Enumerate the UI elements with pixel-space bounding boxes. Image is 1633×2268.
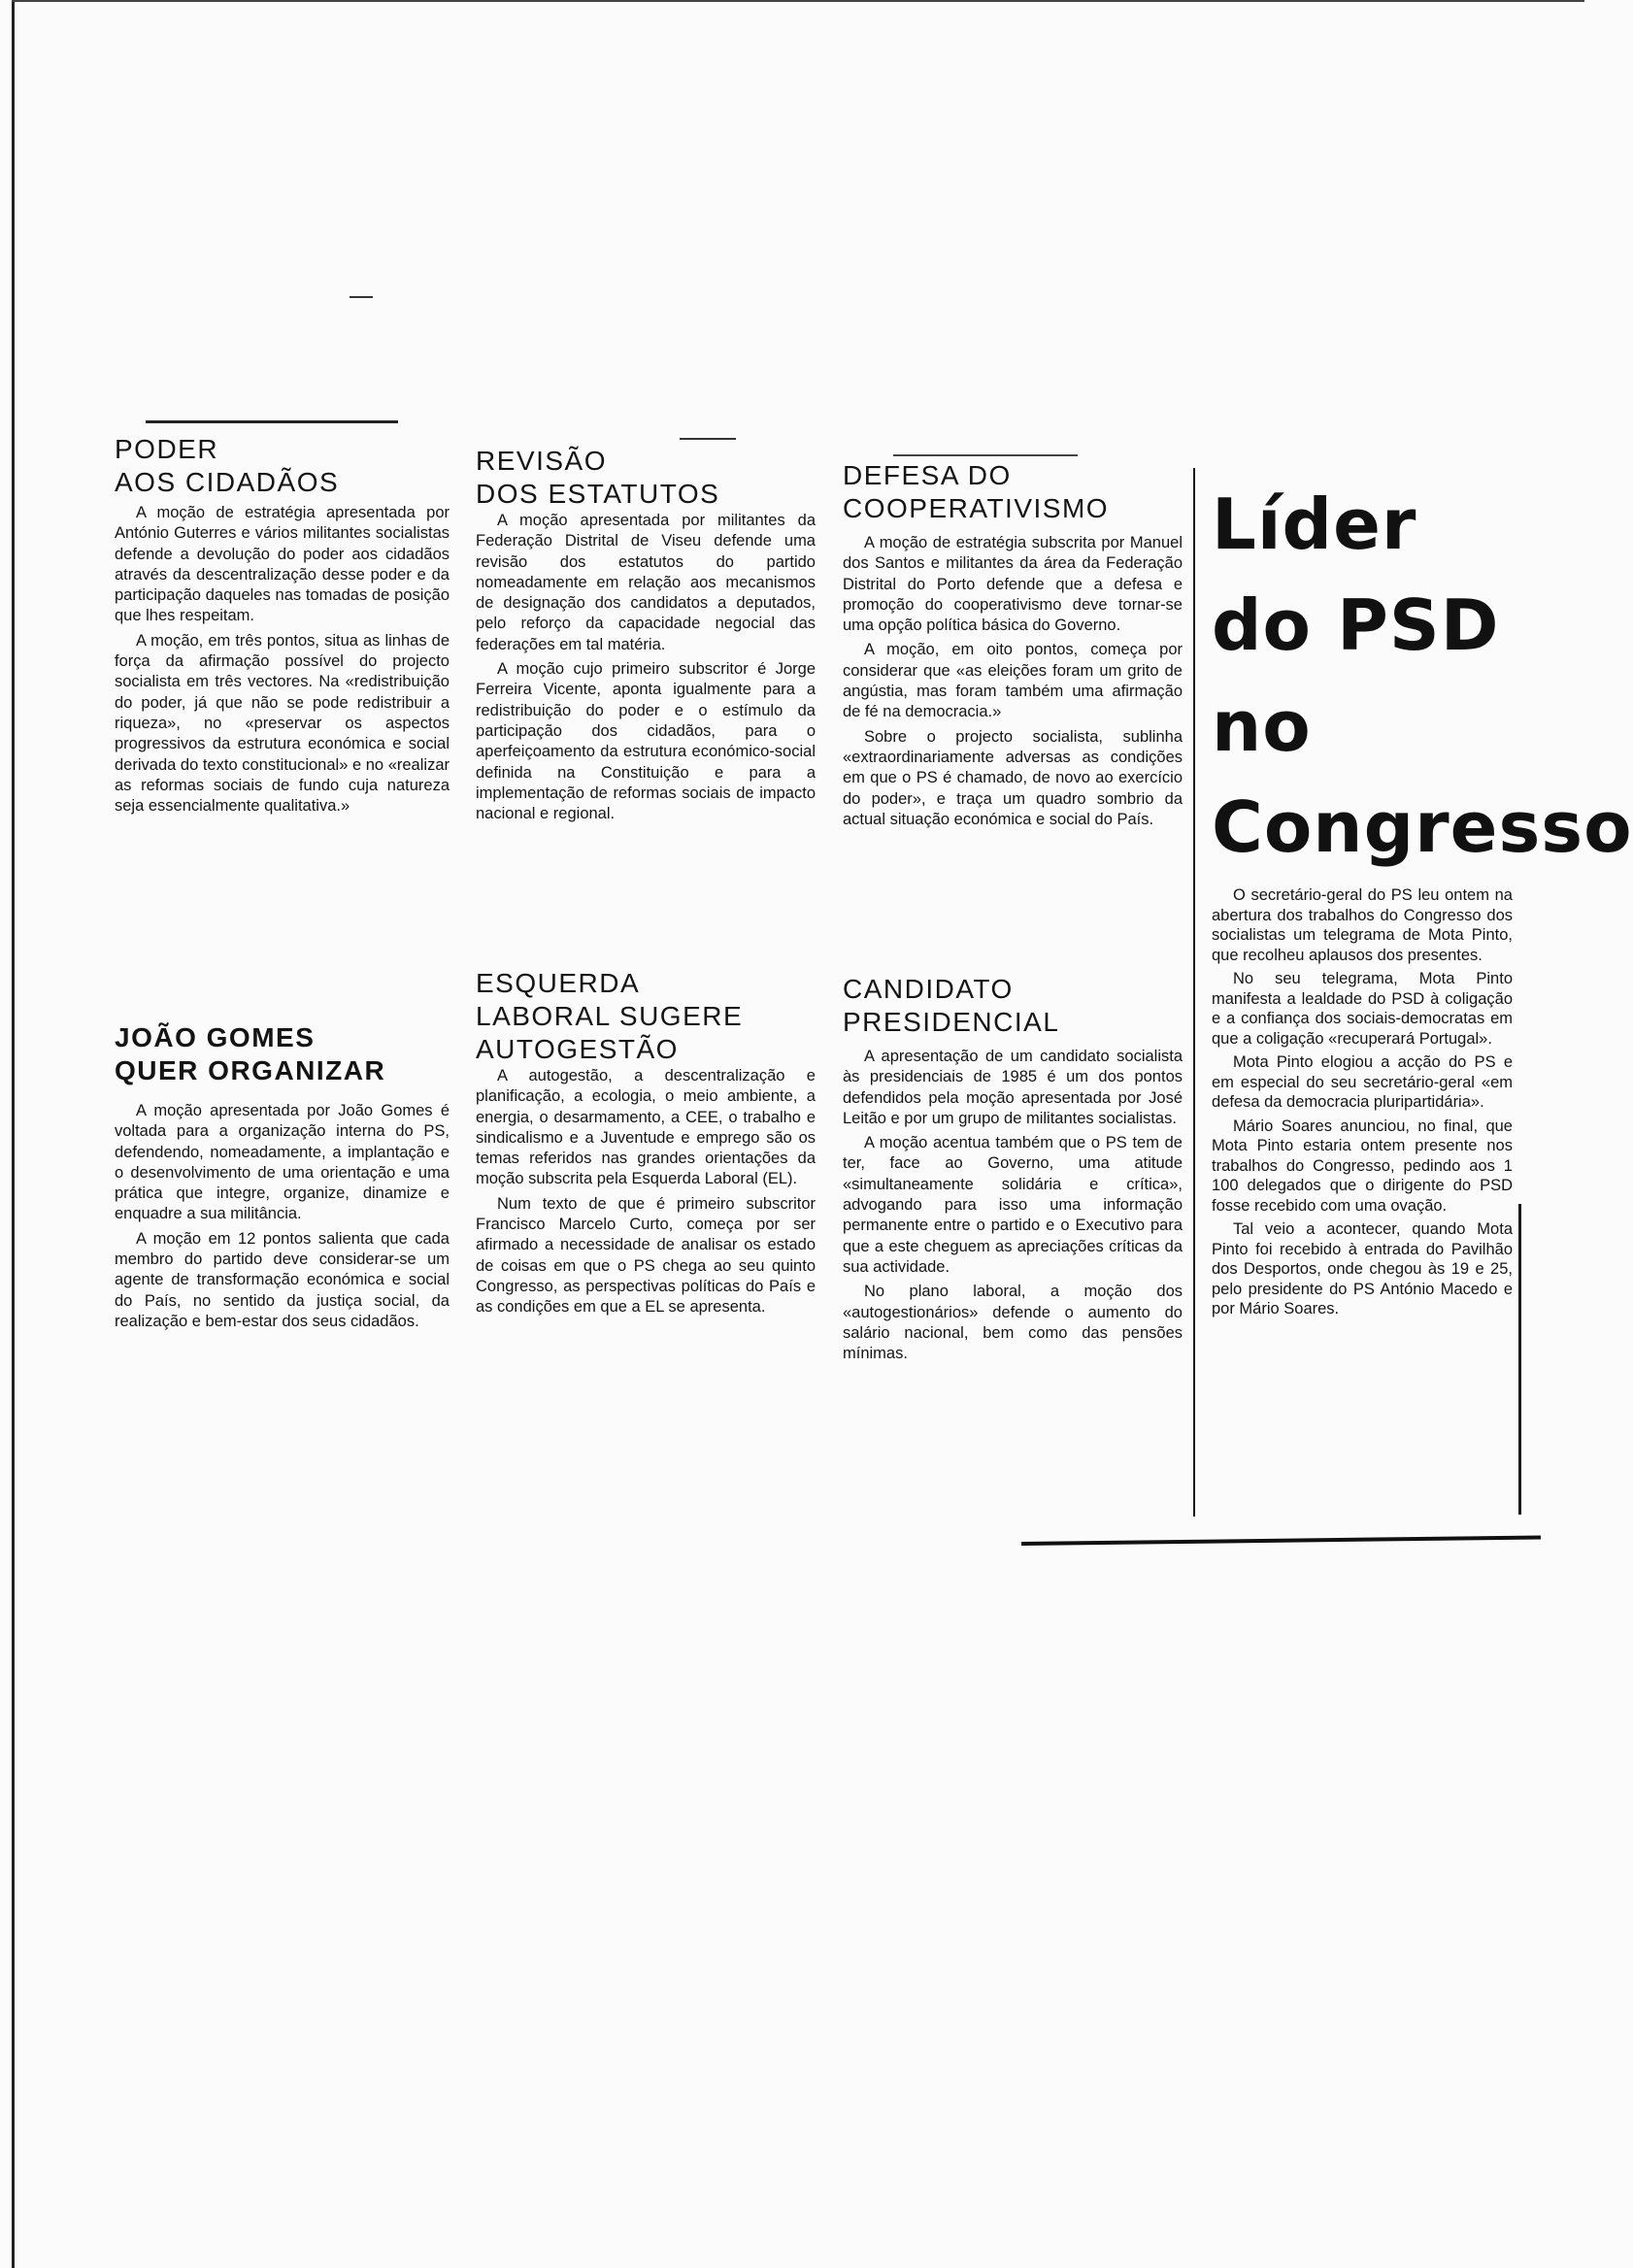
paragraph: Num texto de que é primeiro subscritor Francisco Marcelo Curto, começa por ser afirmado a necessidade de analisar os estado de coisas em que o PS chega ao seu quinto Congresso, as perspectivas políticas do País e as condições em que a EL se apresenta. xyxy=(476,1194,816,1317)
paragraph: O secretário-geral do PS leu ontem na abertura dos trabalhos do Congresso dos socialistas um telegrama de Mota Pinto, que recolheu aplausos dos presentes. xyxy=(1212,886,1513,964)
article-joao-title xyxy=(115,1021,450,1087)
bottom-rule xyxy=(1021,1535,1541,1546)
paragraph: A moção apresentada por militantes da Federação Distrital de Viseu defende uma revisão dos estatutos do partido nomeadamente em relação aos mecanismos de designação dos candidatos a deputados, pelo reforço da capacidade negocial das federações em tal matéria. xyxy=(476,512,816,653)
article-esquerda xyxy=(476,967,816,1318)
article-joao xyxy=(115,1021,450,1332)
paragraph: No plano laboral, a moção dos «autogestionários» defende o aumento do salário nacional, bem como das pensões mínimas. xyxy=(843,1283,1183,1363)
paragraph: No seu telegrama, Mota Pinto manifesta a lealdade do PSD à coligação e a confiança dos sociais-democratas em que a coligação «recuperará Portugal». xyxy=(1212,970,1513,1048)
article-lider-title xyxy=(1212,474,1633,878)
paragraph: A moção de estratégia subscrita por Manuel dos Santos e militantes da área da Federação Distrital do Porto defende que a defesa e promoção do cooperativismo deve tornar-se uma opção política básica do Governo. xyxy=(843,534,1183,635)
title-line: PODER xyxy=(115,434,219,464)
title-line: no xyxy=(1212,685,1312,767)
paragraph: Tal veio a acontecer, quando Mota Pinto foi recebido à entrada do Pavilhão dos Desportos, onde chegou às 19 e 25, pelo presidente do PS António Macedo e por Mário Soares. xyxy=(1212,1220,1513,1317)
title-line: LABORAL SUGERE xyxy=(476,1001,744,1031)
page-edge-left xyxy=(12,0,15,2268)
title-line: DEFESA DO xyxy=(843,460,1012,490)
sidebar-divider-right xyxy=(1518,1204,1521,1515)
title-line: Congresso xyxy=(1212,786,1633,868)
article-revisao xyxy=(476,445,816,824)
title-line: ESQUERDA xyxy=(476,968,641,998)
paragraph: A moção acentua também que o PS tem de ter, face ao Governo, uma atitude «simultaneamente solidária e crítica», advogando para isso uma informação permanente entre o partido e o Executivo para que a este cheguem as apreciações críticas da sua actividade. xyxy=(843,1134,1183,1276)
paragraph: A autogestão, a descentralização e planificação, a ecologia, o meio ambiente, a energia, o desarmamento, a CEE, o trabalho e sindicalismo e a Juventude e emprego são os temas referidos nas grandes orientações da moção subscrita pela Esquerda Laboral (EL). xyxy=(476,1067,816,1188)
title-line: Líder xyxy=(1212,484,1417,565)
paragraph: A moção, em três pontos, situa as linhas de força da afirmação possível do projecto socialista em três vectores. Na «redistribuição do poder, já que não se pode redistribuir a riqueza», no «preservar os aspectos progressivos da estrutura económica e social derivada do texto constitucional» e no «realizar as reformas sociais de fundo cuja natureza seja essencialmente qualitativa.» xyxy=(115,631,450,816)
title-line: AUTOGESTÃO xyxy=(476,1034,679,1064)
title-line: REVISÃO xyxy=(476,446,607,476)
paragraph: A moção de estratégia apresentada por António Guterres e vários militantes socialistas defende a devolução do poder aos cidadãos através da descentralização desse poder e da participação daqueles nas tomadas de posição que lhes respeitam. xyxy=(115,504,450,625)
article-defesa xyxy=(843,459,1183,830)
paragraph: A moção, em oito pontos, começa por considerar que «as eleições foram um grito de angústia, mas foram também uma afirmação de fé na democracia.» xyxy=(843,641,1183,721)
stray-mark xyxy=(350,296,373,298)
article-candidato xyxy=(843,973,1183,1364)
title-line: COOPERATIVISMO xyxy=(843,493,1110,523)
article-poder xyxy=(115,433,450,817)
column-rule-left xyxy=(146,420,398,423)
title-line: DOS ESTATUTOS xyxy=(476,479,720,509)
column-rule-right xyxy=(893,454,1078,456)
title-line: QUER ORGANIZAR xyxy=(115,1055,386,1085)
article-poder-title xyxy=(115,433,450,499)
article-candidato-title xyxy=(843,973,1183,1039)
paragraph: Mota Pinto elogiou a acção do PS e em especial do seu secretário-geral «em defesa da democracia pluripartidária». xyxy=(1212,1053,1513,1111)
paragraph: A moção cujo primeiro subscritor é Jorge Ferreira Vicente, aponta igualmente para a redistribuição do poder e o estímulo da participação dos cidadãos, para o aperfeiçoamento da estrutura económico-social definida na Constituição e para a implementação de reformas sociais de impacto nacional e regional. xyxy=(476,660,816,823)
title-line: CANDIDATO xyxy=(843,974,1014,1004)
paragraph: A moção apresentada por João Gomes é voltada para a organização interna do PS, defendendo, nomeadamente, a implantação e o desenvolvimento de uma orientação e uma prática que integre, organize, dinamize e enquadre a sua militância. xyxy=(115,1102,450,1223)
title-line: do PSD xyxy=(1212,584,1500,666)
title-line: AOS CIDADÃOS xyxy=(115,467,340,497)
paragraph: Mário Soares anunciou, no final, que Mota Pinto estaria ontem presente nos trabalhos do Congresso, pedindo aos 1 100 delegados que o dirigente do PSD fosse recebido com uma ovação. xyxy=(1212,1117,1513,1215)
page-edge-top xyxy=(12,0,1584,2)
title-line: PRESIDENCIAL xyxy=(843,1007,1060,1037)
paragraph: A moção em 12 pontos salienta que cada membro do partido deve considerar-se um agente de transformação económica e social do País, no sentido da justiça social, da realização e bem-estar dos seus cidadãos. xyxy=(115,1229,450,1330)
article-lider xyxy=(1212,474,1633,1319)
paragraph: A apresentação de um candidato socialista às presidenciais de 1985 é um dos pontos defendidos pela moção apresentada por José Leitão e por um grupo de militantes socialistas. xyxy=(843,1048,1183,1127)
title-line: JOÃO GOMES xyxy=(115,1022,316,1052)
paragraph: Sobre o projecto socialista, sublinha «extraordinariamente adversas as condições em que o PS é chamado, de novo ao exercício do poder», e traça um quadro sombrio da actual situação económica e social do País. xyxy=(843,727,1183,828)
article-defesa-title xyxy=(843,459,1183,525)
sidebar-divider xyxy=(1193,468,1195,1517)
article-esquerda-title xyxy=(476,967,816,1066)
column-rule-middle xyxy=(680,438,736,440)
article-revisao-title xyxy=(476,445,816,511)
